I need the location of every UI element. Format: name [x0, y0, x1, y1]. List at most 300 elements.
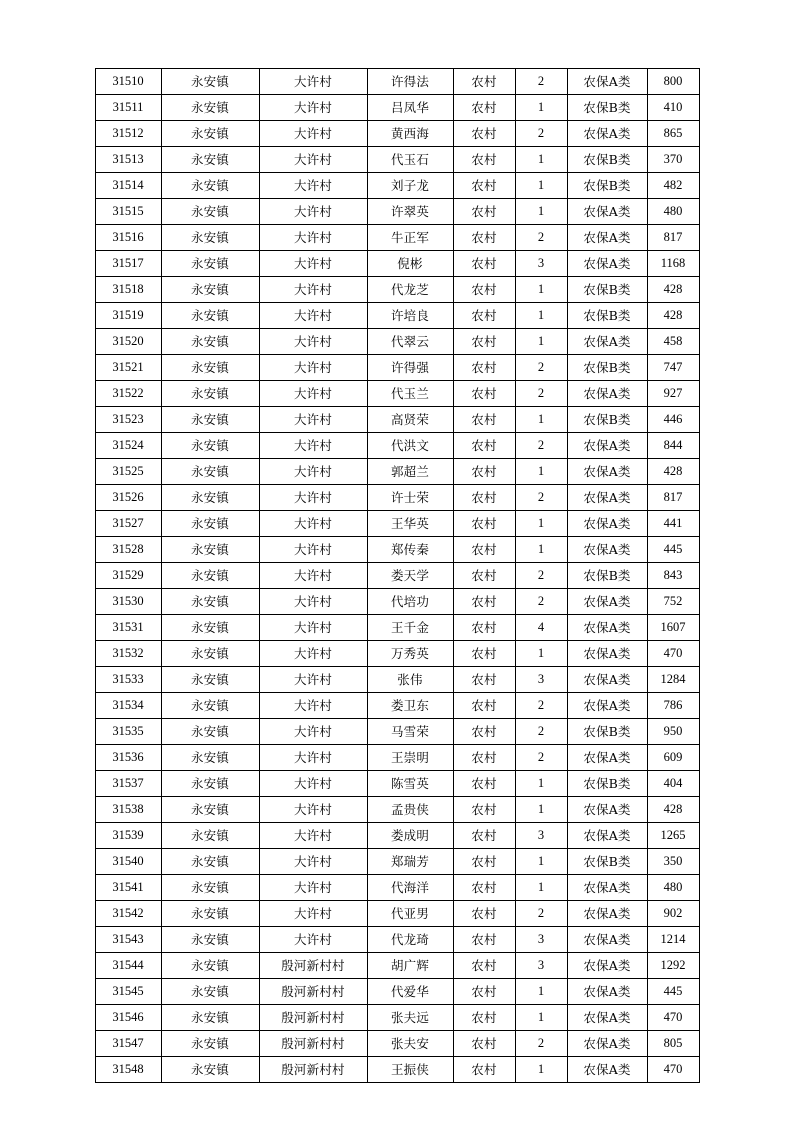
cell-amount: 1292: [647, 953, 699, 979]
cell-category: 农保A类: [567, 537, 647, 563]
table-row: [95, 459, 699, 485]
cell-amount: 805: [647, 1031, 699, 1057]
cell-count: 2: [515, 381, 567, 407]
cell-name: 代玉兰: [367, 381, 453, 407]
cell-category: 农保A类: [567, 1005, 647, 1031]
cell-amount: 1214: [647, 927, 699, 953]
table-row: [95, 615, 699, 641]
cell-village: 大许村: [259, 459, 367, 485]
cell-town: 永安镇: [161, 433, 259, 459]
cell-household-type: 农村: [453, 1031, 515, 1057]
cell-amount: 482: [647, 173, 699, 199]
cell-name: 吕凤华: [367, 95, 453, 121]
cell-count: 1: [515, 979, 567, 1005]
cell-name: 代海洋: [367, 875, 453, 901]
cell-name: 许得强: [367, 355, 453, 381]
table-row: [95, 849, 699, 875]
cell-name: 胡广辉: [367, 953, 453, 979]
cell-town: 永安镇: [161, 823, 259, 849]
cell-count: 2: [515, 719, 567, 745]
table-row: [95, 381, 699, 407]
cell-category: 农保A类: [567, 901, 647, 927]
cell-category: 农保A类: [567, 927, 647, 953]
cell-town: 永安镇: [161, 1031, 259, 1057]
cell-household-type: 农村: [453, 693, 515, 719]
cell-household-type: 农村: [453, 875, 515, 901]
cell-count: 2: [515, 485, 567, 511]
cell-name: 代洪文: [367, 433, 453, 459]
cell-id: 31516: [95, 225, 161, 251]
cell-town: 永安镇: [161, 719, 259, 745]
cell-amount: 470: [647, 641, 699, 667]
cell-category: 农保B类: [567, 771, 647, 797]
cell-amount: 370: [647, 147, 699, 173]
cell-village: 大许村: [259, 303, 367, 329]
cell-name: 娄卫东: [367, 693, 453, 719]
cell-name: 陈雪英: [367, 771, 453, 797]
cell-count: 1: [515, 875, 567, 901]
cell-household-type: 农村: [453, 1057, 515, 1083]
table-row: [95, 147, 699, 173]
cell-id: 31535: [95, 719, 161, 745]
cell-village: 大许村: [259, 771, 367, 797]
cell-village: 大许村: [259, 667, 367, 693]
cell-household-type: 农村: [453, 381, 515, 407]
cell-village: 殷河新村村: [259, 979, 367, 1005]
cell-id: 31514: [95, 173, 161, 199]
cell-amount: 441: [647, 511, 699, 537]
cell-village: 大许村: [259, 927, 367, 953]
cell-count: 1: [515, 329, 567, 355]
table-row: [95, 121, 699, 147]
cell-household-type: 农村: [453, 901, 515, 927]
cell-count: 1: [515, 537, 567, 563]
cell-count: 2: [515, 69, 567, 95]
cell-village: 大许村: [259, 615, 367, 641]
cell-id: 31513: [95, 147, 161, 173]
cell-name: 张夫远: [367, 1005, 453, 1031]
cell-count: 2: [515, 355, 567, 381]
cell-name: 马雪荣: [367, 719, 453, 745]
cell-name: 代翠云: [367, 329, 453, 355]
table-row: [95, 771, 699, 797]
cell-category: 农保B类: [567, 277, 647, 303]
cell-name: 郑传秦: [367, 537, 453, 563]
cell-household-type: 农村: [453, 797, 515, 823]
cell-category: 农保B类: [567, 303, 647, 329]
cell-name: 刘子龙: [367, 173, 453, 199]
cell-count: 3: [515, 927, 567, 953]
cell-id: 31547: [95, 1031, 161, 1057]
cell-id: 31538: [95, 797, 161, 823]
cell-village: 殷河新村村: [259, 1031, 367, 1057]
cell-id: 31534: [95, 693, 161, 719]
cell-count: 2: [515, 121, 567, 147]
cell-id: 31523: [95, 407, 161, 433]
cell-id: 31515: [95, 199, 161, 225]
table-row: [95, 173, 699, 199]
cell-category: 农保B类: [567, 95, 647, 121]
cell-town: 永安镇: [161, 1057, 259, 1083]
cell-name: 倪彬: [367, 251, 453, 277]
cell-name: 黄西海: [367, 121, 453, 147]
cell-town: 永安镇: [161, 797, 259, 823]
cell-village: 大许村: [259, 251, 367, 277]
cell-category: 农保A类: [567, 667, 647, 693]
cell-id: 31545: [95, 979, 161, 1005]
cell-household-type: 农村: [453, 147, 515, 173]
cell-town: 永安镇: [161, 225, 259, 251]
cell-town: 永安镇: [161, 563, 259, 589]
table-row: [95, 433, 699, 459]
cell-town: 永安镇: [161, 953, 259, 979]
cell-name: 张伟: [367, 667, 453, 693]
cell-town: 永安镇: [161, 381, 259, 407]
table-row: [95, 199, 699, 225]
cell-id: 31533: [95, 667, 161, 693]
cell-household-type: 农村: [453, 69, 515, 95]
cell-town: 永安镇: [161, 95, 259, 121]
cell-name: 代玉石: [367, 147, 453, 173]
cell-name: 许得法: [367, 69, 453, 95]
cell-category: 农保B类: [567, 147, 647, 173]
cell-category: 农保A类: [567, 485, 647, 511]
cell-count: 1: [515, 641, 567, 667]
cell-town: 永安镇: [161, 537, 259, 563]
cell-town: 永安镇: [161, 849, 259, 875]
cell-count: 1: [515, 407, 567, 433]
cell-count: 1: [515, 199, 567, 225]
cell-id: 31539: [95, 823, 161, 849]
cell-id: 31532: [95, 641, 161, 667]
cell-village: 殷河新村村: [259, 1057, 367, 1083]
table-row: [95, 979, 699, 1005]
cell-town: 永安镇: [161, 641, 259, 667]
table-row: [95, 277, 699, 303]
cell-name: 张夫安: [367, 1031, 453, 1057]
cell-town: 永安镇: [161, 121, 259, 147]
cell-household-type: 农村: [453, 511, 515, 537]
cell-village: 大许村: [259, 199, 367, 225]
cell-amount: 786: [647, 693, 699, 719]
cell-village: 大许村: [259, 823, 367, 849]
cell-name: 娄天学: [367, 563, 453, 589]
cell-household-type: 农村: [453, 173, 515, 199]
cell-town: 永安镇: [161, 303, 259, 329]
cell-amount: 817: [647, 225, 699, 251]
cell-town: 永安镇: [161, 667, 259, 693]
cell-amount: 480: [647, 199, 699, 225]
cell-amount: 927: [647, 381, 699, 407]
cell-id: 31541: [95, 875, 161, 901]
cell-category: 农保B类: [567, 719, 647, 745]
cell-household-type: 农村: [453, 225, 515, 251]
cell-category: 农保B类: [567, 407, 647, 433]
cell-household-type: 农村: [453, 303, 515, 329]
cell-count: 1: [515, 147, 567, 173]
cell-village: 大许村: [259, 329, 367, 355]
cell-amount: 446: [647, 407, 699, 433]
cell-name: 代龙芝: [367, 277, 453, 303]
cell-name: 娄成明: [367, 823, 453, 849]
cell-count: 2: [515, 693, 567, 719]
cell-village: 大许村: [259, 69, 367, 95]
cell-name: 王崇明: [367, 745, 453, 771]
cell-name: 代亚男: [367, 901, 453, 927]
cell-household-type: 农村: [453, 823, 515, 849]
cell-count: 1: [515, 1005, 567, 1031]
cell-town: 永安镇: [161, 927, 259, 953]
cell-category: 农保A类: [567, 1057, 647, 1083]
cell-count: 1: [515, 1057, 567, 1083]
cell-amount: 428: [647, 303, 699, 329]
cell-town: 永安镇: [161, 875, 259, 901]
cell-household-type: 农村: [453, 979, 515, 1005]
cell-category: 农保A类: [567, 693, 647, 719]
cell-count: 3: [515, 823, 567, 849]
cell-amount: 410: [647, 95, 699, 121]
cell-household-type: 农村: [453, 277, 515, 303]
cell-village: 大许村: [259, 589, 367, 615]
cell-id: 31521: [95, 355, 161, 381]
table-row: [95, 953, 699, 979]
cell-id: 31537: [95, 771, 161, 797]
cell-household-type: 农村: [453, 719, 515, 745]
cell-household-type: 农村: [453, 771, 515, 797]
cell-id: 31544: [95, 953, 161, 979]
cell-id: 31520: [95, 329, 161, 355]
cell-category: 农保B类: [567, 355, 647, 381]
table-row: [95, 95, 699, 121]
cell-household-type: 农村: [453, 355, 515, 381]
cell-town: 永安镇: [161, 511, 259, 537]
table-row: [95, 745, 699, 771]
cell-amount: 865: [647, 121, 699, 147]
cell-id: 31512: [95, 121, 161, 147]
table-row: [95, 251, 699, 277]
cell-town: 永安镇: [161, 69, 259, 95]
cell-id: 31510: [95, 69, 161, 95]
cell-amount: 752: [647, 589, 699, 615]
cell-amount: 428: [647, 459, 699, 485]
cell-amount: 404: [647, 771, 699, 797]
cell-village: 大许村: [259, 745, 367, 771]
cell-town: 永安镇: [161, 173, 259, 199]
cell-village: 大许村: [259, 563, 367, 589]
cell-amount: 1607: [647, 615, 699, 641]
cell-name: 郑瑞芳: [367, 849, 453, 875]
cell-category: 农保A类: [567, 69, 647, 95]
cell-town: 永安镇: [161, 355, 259, 381]
cell-count: 2: [515, 745, 567, 771]
cell-household-type: 农村: [453, 199, 515, 225]
cell-id: 31530: [95, 589, 161, 615]
cell-village: 大许村: [259, 147, 367, 173]
subsidy-table: [95, 68, 700, 1083]
cell-name: 代龙琦: [367, 927, 453, 953]
table-row: [95, 1057, 699, 1083]
cell-id: 31526: [95, 485, 161, 511]
cell-name: 王振侠: [367, 1057, 453, 1083]
cell-village: 大许村: [259, 537, 367, 563]
cell-town: 永安镇: [161, 693, 259, 719]
cell-amount: 950: [647, 719, 699, 745]
cell-count: 1: [515, 849, 567, 875]
cell-town: 永安镇: [161, 1005, 259, 1031]
cell-town: 永安镇: [161, 745, 259, 771]
cell-name: 孟贵侠: [367, 797, 453, 823]
table-container: [95, 68, 699, 1083]
table-row: [95, 927, 699, 953]
cell-village: 大许村: [259, 277, 367, 303]
table-row: [95, 641, 699, 667]
table-row: [95, 797, 699, 823]
cell-village: 大许村: [259, 381, 367, 407]
table-row: [95, 329, 699, 355]
cell-town: 永安镇: [161, 771, 259, 797]
table-row: [95, 719, 699, 745]
cell-category: 农保A类: [567, 225, 647, 251]
cell-town: 永安镇: [161, 277, 259, 303]
table-row: [95, 303, 699, 329]
table-row: [95, 901, 699, 927]
cell-household-type: 农村: [453, 927, 515, 953]
cell-category: 农保A类: [567, 745, 647, 771]
table-row: [95, 693, 699, 719]
cell-count: 1: [515, 797, 567, 823]
cell-category: 农保A类: [567, 251, 647, 277]
cell-count: 2: [515, 1031, 567, 1057]
cell-household-type: 农村: [453, 329, 515, 355]
table-row: [95, 69, 699, 95]
cell-town: 永安镇: [161, 459, 259, 485]
cell-id: 31536: [95, 745, 161, 771]
cell-count: 1: [515, 511, 567, 537]
cell-category: 农保A类: [567, 459, 647, 485]
cell-id: 31518: [95, 277, 161, 303]
cell-household-type: 农村: [453, 95, 515, 121]
cell-amount: 800: [647, 69, 699, 95]
cell-id: 31511: [95, 95, 161, 121]
table-body: [95, 69, 699, 1083]
cell-id: 31543: [95, 927, 161, 953]
cell-name: 王华英: [367, 511, 453, 537]
cell-village: 大许村: [259, 693, 367, 719]
cell-town: 永安镇: [161, 407, 259, 433]
cell-id: 31519: [95, 303, 161, 329]
cell-category: 农保A类: [567, 953, 647, 979]
cell-village: 大许村: [259, 121, 367, 147]
cell-amount: 470: [647, 1005, 699, 1031]
cell-amount: 1265: [647, 823, 699, 849]
cell-count: 1: [515, 303, 567, 329]
cell-count: 2: [515, 433, 567, 459]
cell-household-type: 农村: [453, 1005, 515, 1031]
cell-village: 大许村: [259, 225, 367, 251]
cell-name: 万秀英: [367, 641, 453, 667]
cell-category: 农保A类: [567, 797, 647, 823]
cell-town: 永安镇: [161, 199, 259, 225]
cell-household-type: 农村: [453, 615, 515, 641]
cell-name: 代爱华: [367, 979, 453, 1005]
table-row: [95, 225, 699, 251]
cell-amount: 445: [647, 979, 699, 1005]
cell-village: 大许村: [259, 797, 367, 823]
cell-id: 31531: [95, 615, 161, 641]
cell-count: 1: [515, 95, 567, 121]
cell-town: 永安镇: [161, 485, 259, 511]
cell-household-type: 农村: [453, 563, 515, 589]
cell-count: 2: [515, 901, 567, 927]
table-row: [95, 563, 699, 589]
cell-id: 31548: [95, 1057, 161, 1083]
cell-amount: 902: [647, 901, 699, 927]
cell-category: 农保A类: [567, 433, 647, 459]
cell-count: 3: [515, 953, 567, 979]
cell-count: 2: [515, 589, 567, 615]
cell-count: 1: [515, 459, 567, 485]
table-row: [95, 589, 699, 615]
cell-count: 4: [515, 615, 567, 641]
cell-category: 农保A类: [567, 589, 647, 615]
cell-category: 农保A类: [567, 1031, 647, 1057]
cell-id: 31517: [95, 251, 161, 277]
cell-village: 大许村: [259, 901, 367, 927]
table-row: [95, 537, 699, 563]
cell-amount: 428: [647, 797, 699, 823]
cell-town: 永安镇: [161, 251, 259, 277]
cell-village: 大许村: [259, 719, 367, 745]
cell-household-type: 农村: [453, 953, 515, 979]
cell-amount: 609: [647, 745, 699, 771]
cell-count: 2: [515, 563, 567, 589]
cell-town: 永安镇: [161, 901, 259, 927]
cell-household-type: 农村: [453, 485, 515, 511]
cell-category: 农保A类: [567, 823, 647, 849]
cell-name: 高贤荣: [367, 407, 453, 433]
cell-name: 许培良: [367, 303, 453, 329]
cell-id: 31527: [95, 511, 161, 537]
cell-id: 31522: [95, 381, 161, 407]
cell-count: 2: [515, 225, 567, 251]
table-row: [95, 511, 699, 537]
cell-town: 永安镇: [161, 329, 259, 355]
cell-village: 殷河新村村: [259, 953, 367, 979]
cell-village: 大许村: [259, 173, 367, 199]
cell-village: 大许村: [259, 433, 367, 459]
cell-name: 许翠英: [367, 199, 453, 225]
table-row: [95, 1031, 699, 1057]
cell-category: 农保A类: [567, 199, 647, 225]
table-row: [95, 823, 699, 849]
cell-village: 大许村: [259, 511, 367, 537]
cell-count: 3: [515, 251, 567, 277]
cell-amount: 747: [647, 355, 699, 381]
cell-category: 农保B类: [567, 173, 647, 199]
cell-village: 大许村: [259, 875, 367, 901]
cell-household-type: 农村: [453, 459, 515, 485]
cell-category: 农保A类: [567, 875, 647, 901]
cell-household-type: 农村: [453, 433, 515, 459]
cell-category: 农保A类: [567, 381, 647, 407]
cell-name: 许士荣: [367, 485, 453, 511]
cell-amount: 1168: [647, 251, 699, 277]
cell-amount: 1284: [647, 667, 699, 693]
cell-village: 大许村: [259, 355, 367, 381]
cell-village: 大许村: [259, 849, 367, 875]
cell-count: 3: [515, 667, 567, 693]
table-row: [95, 1005, 699, 1031]
